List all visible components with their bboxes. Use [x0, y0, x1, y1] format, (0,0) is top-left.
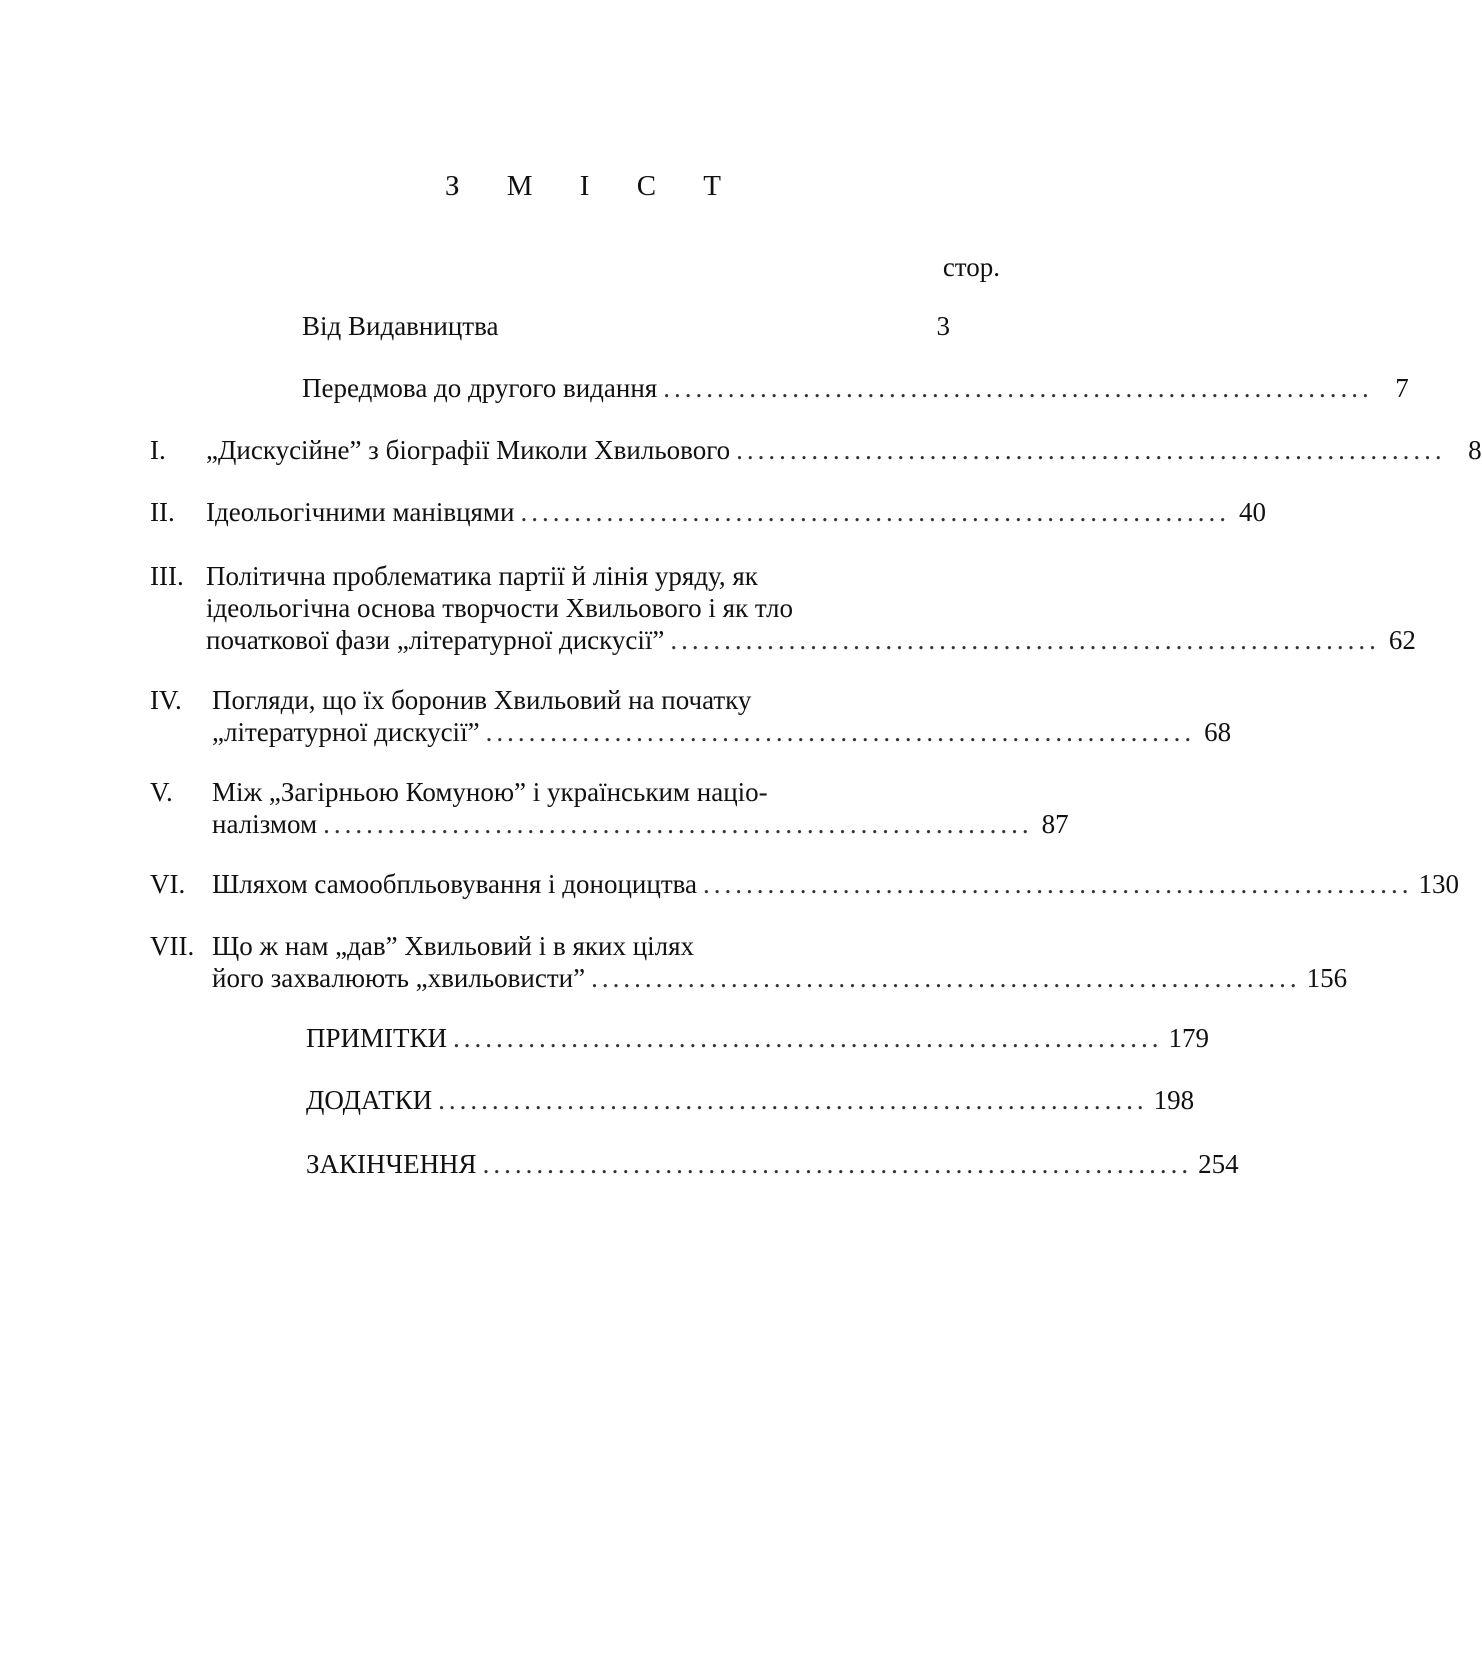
toc-entry-title: „Дискусійне” з біографії Миколи Хвильового — [206, 435, 731, 465]
dot-leader: .................................................................. — [663, 373, 1373, 403]
toc-entry-title: Передмова до другого видання — [302, 373, 658, 403]
chapter-number: VII. — [150, 931, 195, 961]
toc-entry-page: 3 — [936, 311, 950, 341]
toc-entry-title-line: Між „Загірньою Комуною” і українським націо- — [212, 777, 768, 807]
dot-leader: .................................................................. — [520, 497, 1230, 527]
toc-entry-page: 8 — [1468, 435, 1482, 465]
chapter-number: VI. — [150, 869, 186, 899]
toc-entry-title: Від Видавництва — [302, 311, 499, 341]
toc-entry-page: 87 — [1041, 809, 1069, 839]
toc-entry-title: ДОДАТКИ — [306, 1085, 433, 1115]
toc-entry-page: 7 — [1395, 373, 1409, 403]
dot-leader: .................................................................. — [482, 1149, 1193, 1179]
dot-leader: .................................................................. — [591, 963, 1301, 993]
dot-leader: .................................................................. — [438, 1085, 1148, 1115]
toc-entry-title: Шляхом самообпльовування і доноцицтва — [212, 869, 698, 899]
toc-entry-page: 62 — [1388, 625, 1416, 655]
dot-leader: .................................................................. — [485, 717, 1196, 747]
chapter-number: II. — [150, 497, 175, 527]
toc-entry-title-line: налізмом — [212, 809, 318, 839]
toc-entry-title: ПРИМІТКИ — [306, 1023, 448, 1053]
toc-entry-title-line: „літературної дискусії” — [212, 717, 480, 747]
dot-leader: .................................................................. — [453, 1023, 1163, 1053]
chapter-number: I. — [150, 435, 166, 465]
toc-entry-page: 254 — [1198, 1149, 1239, 1179]
chapter-number: III. — [150, 561, 184, 591]
toc-entry-title-line: початкової фази „літературної дискусії” — [206, 625, 665, 655]
chapter-number: IV. — [150, 685, 182, 715]
toc-entry-title: ЗАКІНЧЕННЯ — [306, 1149, 477, 1179]
toc-entry-page: 156 — [1306, 963, 1348, 993]
dot-leader: .................................................................. — [323, 809, 1033, 839]
chapter-number: V. — [150, 777, 173, 807]
dot-leader: .................................................................. — [703, 869, 1413, 899]
toc-entry-page: 179 — [1168, 1023, 1210, 1053]
toc-entry-title-line: Політична проблематика партії й лінія уряду, як — [206, 561, 758, 591]
toc-entry-page: 198 — [1153, 1085, 1195, 1115]
toc-entry-title-line: Погляди, що їх боронив Хвильовий на початку — [212, 685, 752, 715]
toc-entry-title-line: його захвалюють „хвильовисти” — [212, 963, 586, 993]
toc-entry-page: 130 — [1418, 869, 1460, 899]
dot-leader: .................................................................. — [736, 435, 1446, 465]
page-column-label: стор. — [942, 252, 1000, 282]
toc-entry-page: 68 — [1204, 717, 1232, 747]
toc-entry-title-line: Що ж нам „дав” Хвильовий і в яких цілях — [212, 931, 695, 961]
dot-leader: .................................................................. — [670, 625, 1380, 655]
page-title: З М І С Т — [444, 170, 742, 202]
toc-entry-title-line: ідеольогічна основа творчости Хвильового і як тло — [206, 593, 793, 623]
toc-entry-page: 40 — [1238, 497, 1266, 527]
toc-entry-title: Ідеольогічними манівцями — [206, 497, 515, 527]
